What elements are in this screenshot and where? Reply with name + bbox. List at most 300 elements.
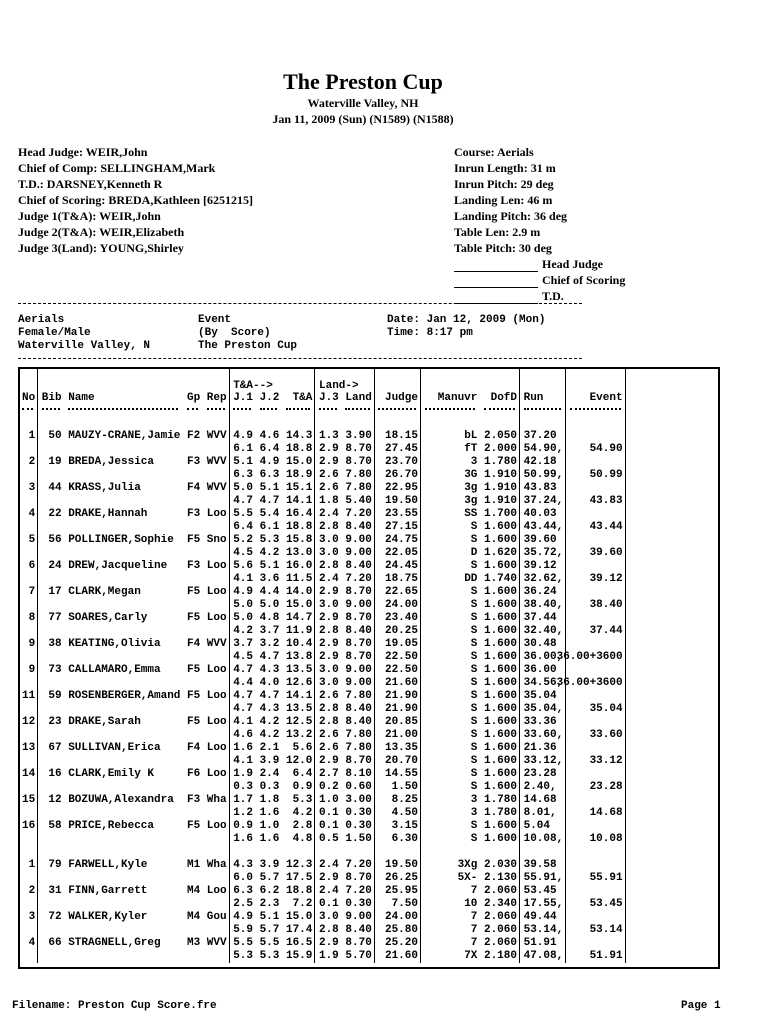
row-bib: 73 [48,664,62,676]
row-rep: WVV [206,430,227,442]
run-j3: 2.9 [318,755,339,767]
column-separator [420,369,421,963]
column-header-j1: J.1 [233,392,253,404]
run-ta: 15.1 [285,482,313,494]
event-info-date: Date: Jan 12, 2009 (Mon) Time: 8:17 pm [387,314,546,339]
run-manuvr: 3 [470,807,478,819]
run-j2: 4.2 [259,716,280,728]
row-group: F5 [187,820,201,832]
row-group: F4 [187,742,201,754]
run-j3: 2.9 [318,638,339,650]
row-rank: 9 [28,638,36,650]
row-rep: Loo [206,885,227,897]
run-j2: 3.6 [259,573,280,585]
row-bib: 79 [48,859,62,871]
run-manuvr: DD [464,573,478,585]
run-judge: 21.00 [384,729,418,741]
row-rep: Wha [206,794,227,806]
run-j1: 2.5 [233,898,253,910]
run-land: 8.70 [345,612,372,624]
run-event: 35.04 [589,703,623,715]
run-ta: 14.1 [285,495,313,507]
row-name: KRASS,Julia [68,482,141,494]
run-run: 37.44 [523,612,557,624]
run-j2: 4.2 [259,547,280,559]
run-manuvr: 3 [470,456,478,468]
run-run: 51.91 [523,937,557,949]
row-group: M4 [187,885,201,897]
run-ta: 2.8 [292,820,313,832]
run-manuvr: S [470,612,478,624]
run-manuvr: 3Xg [457,859,478,871]
event-info-event: Event (By Score) The Preston Cup [198,314,298,352]
run-dofd: 2.030 [483,859,517,871]
row-rank: 15 [22,794,36,806]
run-land: 3.00 [345,794,372,806]
run-dofd: 2.340 [483,898,517,910]
run-j1: 5.1 [233,456,253,468]
row-rep: Loo [206,508,227,520]
run-dofd: 1.600 [483,755,517,767]
run-land: 9.00 [345,547,372,559]
signature-td: T.D. [454,288,625,304]
run-j1: 5.9 [233,924,253,936]
run-event: 33.12 [589,755,623,767]
run-j1: 5.0 [233,599,253,611]
run-j1: 5.0 [233,482,253,494]
run-j1: 5.5 [233,508,253,520]
row-group: F5 [187,534,201,546]
run-j2: 5.4 [259,508,280,520]
run-manuvr: S [470,833,478,845]
column-header-event: Event [589,392,623,404]
run-judge: 24.75 [384,534,418,546]
run-manuvr: S [470,781,478,793]
run-dofd: 1.600 [483,586,517,598]
column-separator [625,369,626,963]
run-ta: 11.9 [285,625,313,637]
official-td: T.D.: DARSNEY,Kenneth R [18,177,163,191]
divider-bottom [18,358,582,359]
run-run: 14.68 [523,794,557,806]
run-dofd: 1.600 [483,625,517,637]
run-run: 36.00 [523,664,557,676]
run-j1: 5.5 [233,937,253,949]
signature-chief-of-scoring: Chief of Scoring [454,272,625,288]
run-dofd: 1.910 [483,482,517,494]
column-header-no: No [22,392,36,404]
row-name: POLLINGER,Sophie [68,534,174,546]
run-manuvr: S [470,534,478,546]
run-land: 8.10 [345,768,372,780]
row-name: SULLIVAN,Erica [68,742,161,754]
run-dofd: 1.600 [483,534,517,546]
run-judge: 24.45 [384,560,418,572]
row-name: BREDA,Jessica [68,456,155,468]
run-dofd: 1.600 [483,690,517,702]
report-date: Jan 11, 2009 (Sun) (N1589) (N1588) [272,112,454,126]
run-manuvr: S [470,521,478,533]
run-manuvr: 7 [470,885,478,897]
run-j1: 4.7 [233,495,253,507]
row-name: PRICE,Rebecca [68,820,155,832]
run-j3: 1.8 [318,495,339,507]
run-j3: 3.0 [318,664,339,676]
run-land: 0.60 [345,781,372,793]
row-name: ROSENBERGER,Amand [68,690,181,702]
row-group: F3 [187,560,201,572]
column-separator [314,369,315,963]
header-land-group: Land-> [319,380,359,392]
run-j3: 2.8 [318,560,339,572]
run-judge: 3.15 [391,820,418,832]
run-judge: 19.50 [384,495,418,507]
run-j3: 2.9 [318,586,339,598]
row-group: F5 [187,690,201,702]
run-j2: 3.2 [259,638,280,650]
run-judge: 22.95 [384,482,418,494]
run-ta: 15.0 [285,456,313,468]
run-j3: 2.4 [318,859,339,871]
run-dofd: 1.600 [483,664,517,676]
run-manuvr: S [470,651,478,663]
run-j2: 4.7 [259,690,280,702]
run-ta: 15.0 [285,599,313,611]
run-dofd: 2.050 [483,430,517,442]
run-j3: 2.9 [318,651,339,663]
row-rep: Wha [206,859,227,871]
run-run: 36.24 [523,586,557,598]
column-underline [524,408,562,410]
column-underline [260,408,278,410]
run-dofd: 1.910 [483,469,517,481]
column-header-bib: Bib [41,392,62,404]
run-judge: 21.90 [384,703,418,715]
run-j2: 2.4 [259,768,280,780]
run-land: 7.80 [345,482,372,494]
row-rep: Loo [206,664,227,676]
run-dofd: 1.780 [483,807,517,819]
run-j2: 5.3 [259,534,280,546]
run-manuvr: bL [464,430,478,442]
run-ta: 18.8 [285,885,313,897]
footer-filename: Filename: Preston Cup Score.fre [12,1000,217,1012]
row-group: F4 [187,482,201,494]
run-dofd: 1.600 [483,729,517,741]
column-separator [37,369,38,963]
run-judge: 20.85 [384,716,418,728]
run-dofd: 1.600 [483,651,517,663]
run-ta: 13.8 [285,651,313,663]
column-header-dofd: DofD [490,392,517,404]
run-run: 17.55, [523,898,564,910]
column-separator [374,369,375,963]
row-rank: 9 [28,664,36,676]
run-land: 7.80 [345,729,372,741]
run-ta: 15.0 [285,911,313,923]
run-run: 55.91, [523,872,564,884]
run-judge: 24.00 [384,599,418,611]
run-ta: 5.3 [292,794,313,806]
run-manuvr: 7 [470,924,478,936]
run-land: 8.40 [345,924,372,936]
run-judge: 19.05 [384,638,418,650]
course-name: Course: Aerials [454,145,534,159]
run-ta: 4.8 [292,833,313,845]
run-land: 8.70 [345,755,372,767]
run-dofd: 1.740 [483,573,517,585]
row-rep: Loo [206,612,227,624]
run-j2: 4.7 [259,495,280,507]
column-underline [233,408,251,410]
run-ta: 7.2 [292,898,313,910]
report-header [0,68,726,127]
run-manuvr: SS [464,508,478,520]
row-rank: 11 [22,690,36,702]
run-manuvr: S [470,820,478,832]
run-run: 39.12 [523,560,557,572]
run-land: 7.20 [345,885,372,897]
column-header-j2: J.2 [259,392,280,404]
run-run: 54.90, [523,443,564,455]
row-bib: 77 [48,612,62,624]
run-j1: 4.4 [233,677,253,689]
run-judge: 7.50 [391,898,418,910]
run-manuvr: 7 [470,937,478,949]
column-header-ta: T&A [292,392,313,404]
report-title: The Preston Cup [283,69,443,94]
run-judge: 27.15 [384,521,418,533]
run-j3: 2.9 [318,937,339,949]
run-j2: 1.0 [259,820,280,832]
run-land: 7.80 [345,690,372,702]
run-j2: 6.2 [259,885,280,897]
run-run: 23.28 [523,768,557,780]
course-landing-len: Landing Len: 46 m [454,193,553,207]
run-ta: 17.5 [285,872,313,884]
run-j2: 5.1 [259,911,280,923]
run-j2: 5.1 [259,560,280,572]
run-manuvr: S [470,690,478,702]
run-run: 30.48 [523,638,557,650]
run-dofd: 1.780 [483,456,517,468]
run-land: 9.00 [345,664,372,676]
run-j1: 4.6 [233,729,253,741]
run-manuvr: 3g [464,482,478,494]
run-j1: 6.3 [233,885,253,897]
run-j3: 3.0 [318,534,339,546]
run-judge: 24.00 [384,911,418,923]
run-dofd: 1.600 [483,716,517,728]
run-dofd: 2.000 [483,443,517,455]
run-judge: 23.40 [384,612,418,624]
run-run: 37.24, [523,495,564,507]
run-j3: 2.7 [318,768,339,780]
run-j1: 3.7 [233,638,253,650]
row-name: SOARES,Carly [68,612,148,624]
run-dofd: 2.060 [483,937,517,949]
run-run: 10.08, [523,833,564,845]
run-manuvr: 5X- [457,872,478,884]
run-event: 43.83 [589,495,623,507]
run-judge: 19.50 [384,859,418,871]
row-name: DRAKE,Sarah [68,716,141,728]
run-j2: 6.1 [259,521,280,533]
run-manuvr: S [470,599,478,611]
run-j2: 3.7 [259,625,280,637]
run-judge: 20.70 [384,755,418,767]
run-event: 53.14 [589,924,623,936]
run-land: 7.80 [345,469,372,481]
run-ta: 10.4 [285,638,313,650]
run-j2: 4.2 [259,729,280,741]
run-judge: 18.75 [384,573,418,585]
run-j1: 6.3 [233,469,253,481]
run-judge: 21.60 [384,677,418,689]
run-event: 36.00+3600 [556,651,623,663]
column-underline [207,408,225,410]
row-rank: 3 [28,482,36,494]
run-j1: 4.1 [233,755,253,767]
row-bib: 66 [48,937,62,949]
run-judge: 14.55 [384,768,418,780]
run-j2: 6.3 [259,469,280,481]
row-group: F5 [187,664,201,676]
run-judge: 26.25 [384,872,418,884]
run-dofd: 1.700 [483,508,517,520]
run-j3: 0.1 [318,898,339,910]
row-name: STRAGNELL,Greg [68,937,161,949]
row-rep: Loo [206,768,227,780]
run-event: 54.90 [589,443,623,455]
row-bib: 22 [48,508,62,520]
run-ta: 14.7 [285,612,313,624]
run-manuvr: 7 [470,911,478,923]
official-judge-1: Judge 1(T&A): WEIR,John [18,209,161,223]
run-run: 35.04 [523,690,557,702]
run-j1: 4.1 [233,573,253,585]
run-j3: 2.4 [318,508,339,520]
run-ta: 0.9 [292,781,313,793]
run-dofd: 2.060 [483,885,517,897]
run-land: 8.40 [345,560,372,572]
row-rep: WVV [206,482,227,494]
run-land: 8.40 [345,716,372,728]
run-j3: 2.9 [318,612,339,624]
run-j1: 4.1 [233,716,253,728]
official-chief-of-comp: Chief of Comp: SELLINGHAM,Mark [18,161,216,175]
run-manuvr: 3g [464,495,478,507]
run-dofd: 1.780 [483,794,517,806]
run-j1: 6.0 [233,872,253,884]
run-j2: 2.3 [259,898,280,910]
row-name: BOZUWA,Alexandra [68,794,174,806]
column-separator [519,369,520,963]
column-underline [319,408,337,410]
run-land: 7.80 [345,742,372,754]
run-run: 50.99, [523,469,564,481]
column-underline [484,408,515,410]
run-j1: 5.2 [233,534,253,546]
run-ta: 14.3 [285,430,313,442]
run-run: 32.62, [523,573,564,585]
run-dofd: 1.620 [483,547,517,559]
event-info-discipline: Aerials Female/Male Waterville Valley, N [18,314,151,352]
run-j3: 0.1 [318,820,339,832]
run-land: 8.70 [345,586,372,598]
run-ta: 13.2 [285,729,313,741]
row-group: F6 [187,768,201,780]
run-land: 0.30 [345,820,372,832]
official-chief-of-scoring: Chief of Scoring: BREDA,Kathleen [6251215] [18,193,253,207]
run-ta: 12.6 [285,677,313,689]
run-judge: 25.80 [384,924,418,936]
run-j2: 4.7 [259,651,280,663]
run-run: 35.04, [523,703,564,715]
row-rep: Loo [206,820,227,832]
run-j2: 5.3 [259,950,280,962]
run-event: 53.45 [589,898,623,910]
run-land: 0.30 [345,807,372,819]
course-inrun-pitch: Inrun Pitch: 29 deg [454,177,554,191]
run-dofd: 1.600 [483,742,517,754]
column-separator [565,369,566,963]
run-j3: 0.2 [318,781,339,793]
run-j1: 4.9 [233,586,253,598]
column-header-run: Run [523,392,544,404]
run-event: 55.91 [589,872,623,884]
run-judge: 21.90 [384,690,418,702]
run-manuvr: fT [464,443,478,455]
run-ta: 13.0 [285,547,313,559]
column-header-j3: J.3 [318,392,339,404]
row-group: M3 [187,937,201,949]
run-j3: 1.0 [318,794,339,806]
run-run: 34.56, [523,677,564,689]
row-bib: 16 [48,768,62,780]
run-event: 33.60 [589,729,623,741]
run-j3: 2.8 [318,703,339,715]
row-rep: Gou [206,911,227,923]
row-bib: 44 [48,482,62,494]
run-manuvr: S [470,560,478,572]
column-header-judge: Judge [384,392,418,404]
run-event: 43.44 [589,521,623,533]
run-dofd: 1.600 [483,612,517,624]
run-ta: 18.9 [285,469,313,481]
row-name: KEATING,Olivia [68,638,161,650]
run-land: 8.70 [345,872,372,884]
run-run: 42.18 [523,456,557,468]
run-manuvr: S [470,677,478,689]
run-run: 35.72, [523,547,564,559]
column-header-name: Name [68,392,95,404]
row-name: CALLAMARO,Emma [68,664,161,676]
column-header-land: Land [345,392,372,404]
run-j2: 4.8 [259,612,280,624]
column-separator [229,369,230,963]
official-judge-3: Judge 3(Land): YOUNG,Shirley [18,241,184,255]
course-inrun-length: Inrun Length: 31 m [454,161,556,175]
run-j1: 1.2 [233,807,253,819]
run-run: 43.83 [523,482,557,494]
row-name: DREW,Jacqueline [68,560,168,572]
run-manuvr: S [470,768,478,780]
run-j1: 1.6 [233,833,253,845]
run-run: 39.60 [523,534,557,546]
row-rep: Loo [206,560,227,572]
row-name: WALKER,Kyler [68,911,148,923]
